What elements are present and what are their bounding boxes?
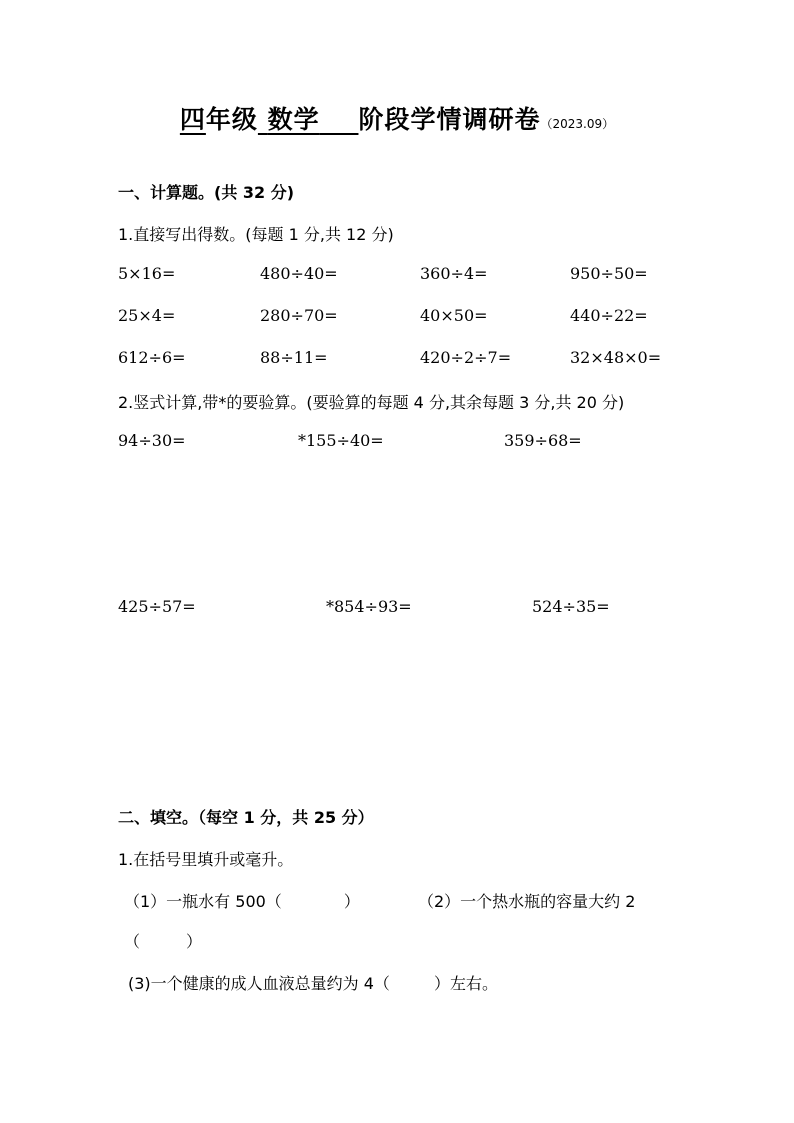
title-grade-suffix: 年级 bbox=[205, 105, 258, 134]
calc-item: 88÷11= bbox=[260, 348, 328, 367]
calc-item: 612÷6= bbox=[118, 348, 186, 367]
calc-item: 420÷2÷7= bbox=[420, 348, 512, 367]
q1-prompt: 1.直接写出得数。(每题 1 分,共 12 分) bbox=[118, 225, 394, 244]
calc-item: 440÷22= bbox=[570, 306, 648, 325]
fill-q1-prompt: 1.在括号里填升或毫升。 bbox=[118, 850, 294, 869]
vertical-calc-item: 94÷30= bbox=[118, 431, 186, 450]
title-grade: 四 bbox=[179, 105, 206, 134]
calc-item: 360÷4= bbox=[420, 264, 488, 283]
calc-item: 280÷70= bbox=[260, 306, 338, 325]
vertical-calc-item: 524÷35= bbox=[532, 597, 610, 616]
vertical-calc-item: *854÷93= bbox=[326, 597, 412, 616]
q2-prompt: 2.竖式计算,带*的要验算。(要验算的每题 4 分,其余每题 3 分,共 20 分) bbox=[118, 393, 625, 412]
page-title bbox=[0, 100, 794, 136]
calc-item: 480÷40= bbox=[260, 264, 338, 283]
calc-item: 25×4= bbox=[118, 306, 176, 325]
fill-item-2-blank: （ ） bbox=[124, 932, 203, 951]
fill-item-1: （1）一瓶水有 500（ ） bbox=[124, 892, 360, 911]
fill-item-3: (3)一个健康的成人血液总量约为 4（ ）左右。 bbox=[128, 974, 498, 993]
fill-item-2: （2）一个热水瓶的容量大约 2 bbox=[418, 892, 636, 911]
vertical-calc-item: 359÷68= bbox=[504, 431, 582, 450]
vertical-calc-item: *155÷40= bbox=[298, 431, 384, 450]
vertical-calc-item: 425÷57= bbox=[118, 597, 196, 616]
title-rest: 阶段学情调研卷 bbox=[358, 105, 541, 134]
title-subject: 数学 bbox=[267, 105, 320, 134]
calc-item: 40×50= bbox=[420, 306, 488, 325]
calc-item: 950÷50= bbox=[570, 264, 648, 283]
section2-heading: 二、填空。（每空 1 分，共 25 分） bbox=[118, 808, 374, 827]
calc-item: 32×48×0= bbox=[570, 348, 662, 367]
section1-heading: 一、计算题。(共 32 分) bbox=[118, 183, 295, 202]
calc-item: 5×16= bbox=[118, 264, 176, 283]
title-date: （2023.09） bbox=[540, 117, 615, 131]
